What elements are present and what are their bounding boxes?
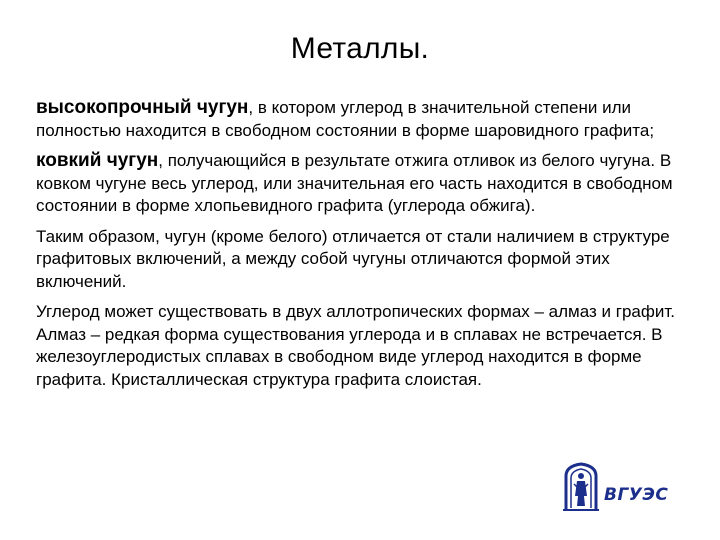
paragraph-summary: Таким образом, чугун (кроме белого) отличается от стали наличием в структуре графитовых включений, а между собой чугуны отличаются формой этих включений.	[36, 226, 670, 291]
paragraph-carbon-forms: Углерод может существовать в двух аллотропических формах – алмаз и графит. Алмаз – редкая форма существования углерода и в сплавах не встречается. В железоуглеродистых сплавах в свободном виде углерод находится в форме графита. Кристаллическая структура графита слоистая.	[36, 302, 675, 389]
term-high-strength-iron: высокопрочный чугун	[36, 97, 249, 118]
term-malleable-iron: ковкий чугун	[36, 150, 159, 171]
slide-body	[36, 97, 688, 399]
paragraph-text: , получающийся в результате отжига отливок из белого чугуна. В ковком чугуне весь углерод, или значительная его часть находится в свободном состоянии в форме хлопьевидного графита (углерода обжига).	[36, 151, 673, 215]
paragraph-text: , в котором углерод в значительной степени или полностью находится в свободном состоянии в форме шаровидного графита;	[36, 98, 655, 140]
paragraph-ductile-iron	[36, 97, 688, 142]
logo-text: ВГУЭС	[604, 485, 669, 505]
university-logo	[560, 462, 700, 512]
slide-title: Металлы.	[290, 32, 430, 65]
paragraph-malleable-iron	[36, 150, 688, 218]
university-emblem-icon	[560, 462, 602, 512]
